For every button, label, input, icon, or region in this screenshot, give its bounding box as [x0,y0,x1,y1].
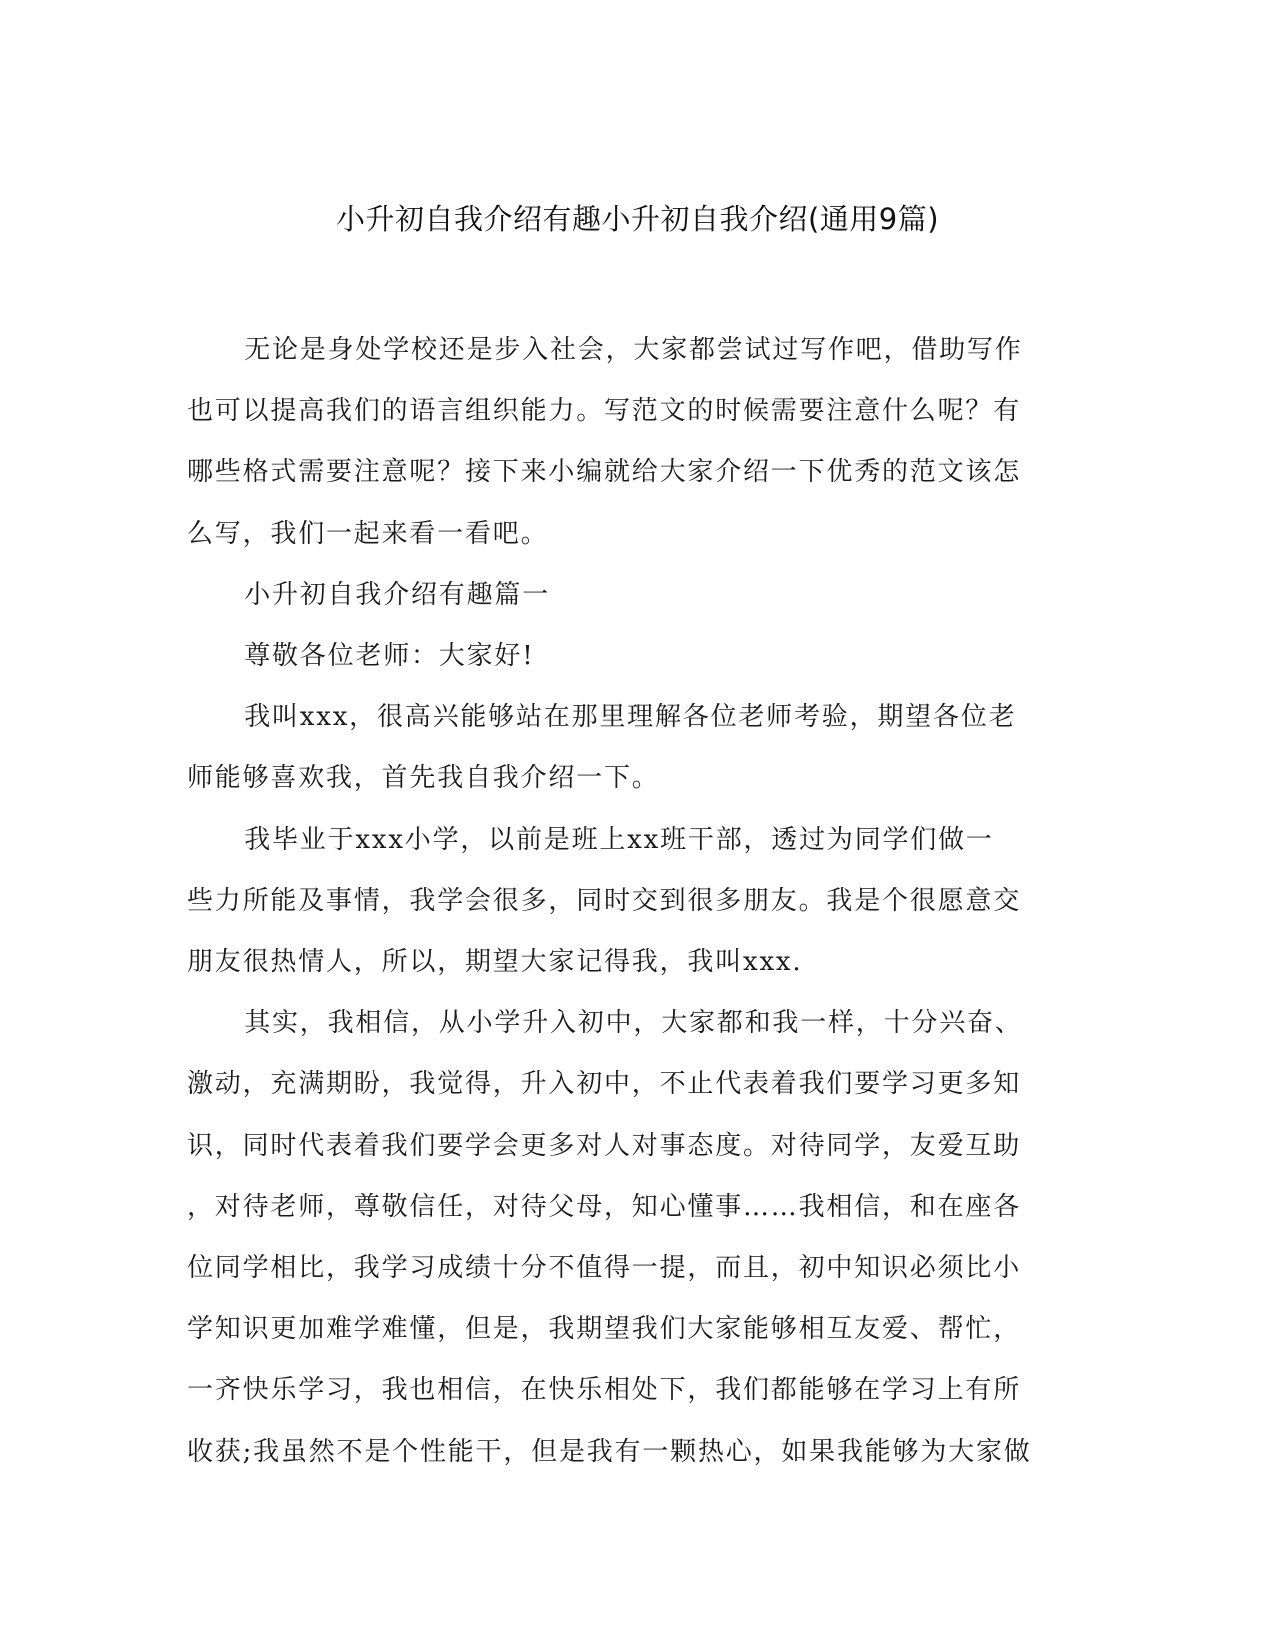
paragraph-intro [187,320,1067,565]
text-line: 我叫xxx，很高兴能够站在那里理解各位老师考验，期望各位老 [244,702,1017,733]
text-line: 其实，我相信，从小学升入初中，大家都和我一样，十分兴奋、 [244,1008,1023,1039]
text-line: 我毕业于xxx小学，以前是班上xx班干部，透过为同学们做一 [244,824,994,855]
text-line: 朋友很热情人，所以，期望大家记得我，我叫xxx. [187,947,803,978]
text-line: 小升初自我介绍有趣篇一 [244,579,550,610]
text-line: 位同学相比，我学习成绩十分不值得一提，而且，初中知识必须比小 [187,1253,1022,1284]
text-line: 无论是身处学校还是步入社会，大家都尝试过写作吧，借助写作 [244,335,1023,365]
text-line: ，对待老师，尊敬信任，对待父母，知心懂事……我相信，和在座各 [187,1191,1022,1222]
text-line: 么写，我们一起来看一看吧。 [187,518,549,549]
paragraph-school [187,810,1067,994]
paragraph-name [187,687,1067,809]
text-line: 学知识更加难学难懂，但是，我期望我们大家能够相互友爱、帮忙， [187,1314,1022,1345]
document-title: 小升初自我介绍有趣小升初自我介绍(通用9篇) [335,202,940,236]
text-line: 也可以提高我们的语言组织能力。写范文的时候需要注意什么呢？有 [187,396,1022,427]
text-line: 哪些格式需要注意呢？接下来小编就给大家介绍一下优秀的范文该怎 [187,457,1022,488]
paragraph-greeting [187,626,1067,687]
text-line: 些力所能及事情，我学会很多，同时交到很多朋友。我是个很愿意交 [187,885,1022,916]
text-line: 识，同时代表着我们要学会更多对人对事态度。对待同学，友爱互助 [187,1130,1022,1161]
text-line: 收获;我虽然不是个性能干，但是我有一颗热心，如果我能够为大家做 [187,1436,1032,1467]
text-line: 一齐快乐学习，我也相信，在快乐相处下，我们都能够在学习上有所 [187,1375,1022,1406]
text-line: 尊敬各位老师：大家好! [244,641,535,672]
text-line: 激动，充满期盼，我觉得，升入初中，不止代表着我们要学习更多知 [187,1069,1022,1100]
paragraph-belief [187,993,1067,1483]
section-heading [187,565,1067,626]
document-body [187,320,1067,1483]
text-line: 师能够喜欢我，首先我自我介绍一下。 [187,763,660,794]
